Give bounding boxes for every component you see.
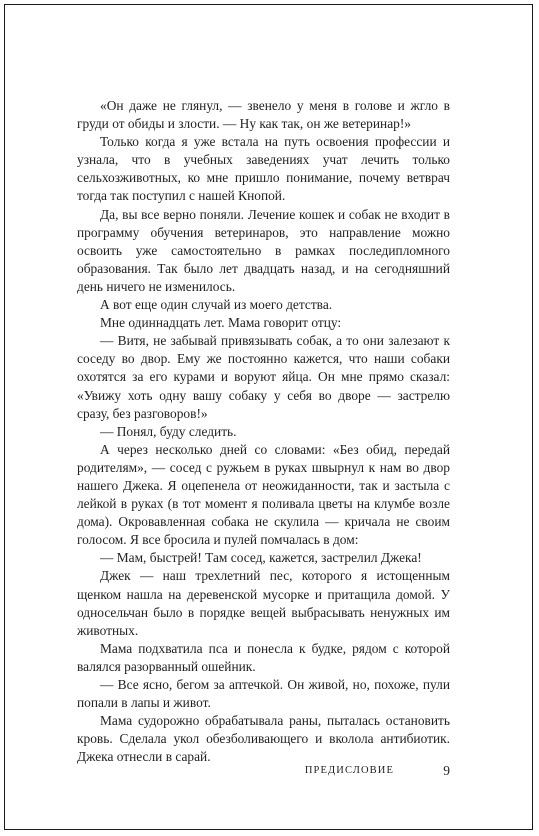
- paragraph: Только когда я уже встала на путь освоения профессии и узнала, что в учебных заведениях учат лечить только сельхозживотных, ко мне пришло понимание, почему ветврач тогда так поступил с нашей Кнопой.: [77, 134, 450, 204]
- paragraph: Джек — наш трехлетний пес, которого я истощенным щенком нашла на деревенской мусорке и притащила домой. У односельчан было в порядке вещей выбрасывать ненужных им животных.: [77, 568, 450, 638]
- paragraph: Да, вы все верно поняли. Лечение кошек и собак не входит в программу обучения ветеринаров, это направление можно освоить уже самостоятельно в рамках последипломного образования. Так было лет двадцать назад, и на сегодняшний день ничего не изменилось.: [77, 206, 450, 294]
- paragraph: Мне одиннадцать лет. Мама говорит отцу:: [100, 315, 342, 331]
- page-footer: [77, 763, 450, 781]
- dialogue-paragraph: — Все ясно, бегом за аптечкой. Он живой, но, похоже, пули попали в лапы и живот.: [77, 677, 450, 711]
- running-head: ПРЕДИСЛОВИЕ: [304, 765, 394, 776]
- dialogue-paragraph: — Витя, не забывай привязывать собак, а то они залезают к соседу во двор. Ему же постоянно кажется, что наши собаки охотятся за его курами и воруют яйца. Он мне прямо сказал: «Увижу хоть одну вашу собаку у себя во дворе — застрелю сразу, без разговоров!»: [77, 333, 450, 421]
- paragraph: Мама подхватила пса и понесла к будке, рядом с которой валялся разорванный ошейник.: [77, 640, 450, 674]
- dialogue-paragraph: — Мам, быстрей! Там сосед, кажется, застрелил Джека!: [100, 550, 422, 566]
- paragraph: Мама судорожно обрабатывала раны, пыталась остановить кровь. Сделала укол обезболивающего и вколола антибиотик. Джека отнесли в сарай.: [77, 713, 450, 765]
- body-text: [77, 97, 450, 766]
- paragraph: А через несколько дней со словами: «Без обид, передай родителям», — сосед с ружьем в руках швырнул к нам во двор нашего Джека. Я оцепенела от неожиданности, так и застыла с лейкой в руках (в тот момент я поливала цветы на клумбе возле дома). Окровавленная собака не скулила — кричала не своим голосом. Я все бросила и пулей помчалась в дом:: [77, 441, 450, 548]
- dialogue-paragraph: — Понял, буду следить.: [100, 423, 237, 439]
- book-page: [4, 4, 533, 830]
- paragraph: А вот еще один случай из моего детства.: [100, 297, 333, 313]
- paragraph: «Он даже не глянул, — звенело у меня в голове и жгло в груди от обиды и злости. — Ну как так, он же ветеринар!»: [77, 98, 450, 132]
- page-number: 9: [443, 763, 450, 778]
